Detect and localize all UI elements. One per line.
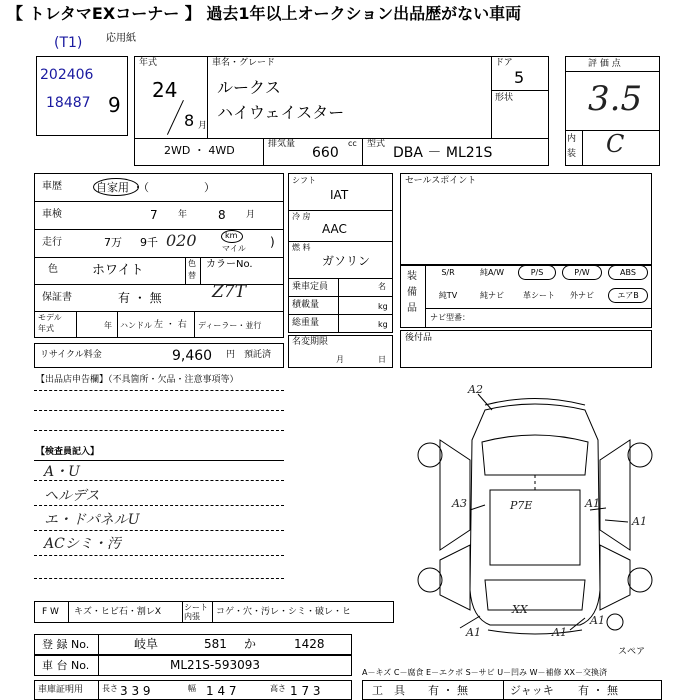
recycle-status: 預託済 xyxy=(244,350,272,360)
mark-p7e: P7E xyxy=(510,499,533,512)
month-unit: 月 xyxy=(198,121,208,131)
recycle-unit: 円 xyxy=(226,350,236,360)
fw-label: F W xyxy=(42,607,59,617)
car-name: ルークス xyxy=(217,78,281,97)
reg-kana: か xyxy=(244,637,257,651)
navi-model-label: ナビ型番： xyxy=(430,313,470,322)
shift-label: シフト xyxy=(292,176,316,185)
interior-grade: C xyxy=(606,130,625,158)
cert-height-label: 高さ xyxy=(270,684,286,693)
equip-abs: ABS xyxy=(608,265,648,280)
month-value: 8 xyxy=(184,111,195,130)
sheet-name: 応用紙 xyxy=(106,33,136,44)
inspector-label: 【検査員記入】 xyxy=(36,447,100,457)
cert-width: 1 4 7 xyxy=(206,684,237,698)
handle-label: ハンドル xyxy=(120,321,152,330)
load-unit: kg xyxy=(378,302,388,311)
shift-value: IAT xyxy=(330,188,349,202)
history-label: 車歴 xyxy=(42,181,62,192)
lot-date: 202406 xyxy=(40,67,94,83)
equip-tv: 純TV xyxy=(438,291,458,300)
sales-point-label: セールスポイント xyxy=(405,176,477,186)
shaken-year-unit: 年 xyxy=(178,210,188,220)
reg-number: 1428 xyxy=(294,637,325,651)
mark-a1-rear: A1 xyxy=(552,626,567,639)
capacity-unit: 名 xyxy=(378,282,386,291)
mark-a1-right-side: A1 xyxy=(632,515,647,528)
mileage-paren: ) xyxy=(270,235,275,249)
equip-pw: P/W xyxy=(562,265,602,280)
equip-label-3: 品 xyxy=(407,303,417,314)
weight-label: 総重量 xyxy=(292,318,320,328)
equip-label-1: 装 xyxy=(407,271,417,282)
mileage-label: 走行 xyxy=(42,237,62,248)
model-code: DBA － ML21S xyxy=(393,145,493,161)
after-parts-box xyxy=(400,330,652,368)
color-label: 色 xyxy=(48,264,58,275)
fuel-value: ガソリン xyxy=(322,254,371,268)
color-no-value: Z7T xyxy=(212,282,246,302)
damage-legend: A－キズ C－腐食 E－エクボ S－サビ U－凹み W－補修 XX－交換済 xyxy=(362,668,608,677)
garage-cert-label: 車庫証明用 xyxy=(38,685,84,695)
seat-label: シート 内張 xyxy=(184,603,208,621)
jack-label: ジャッキ xyxy=(510,684,554,697)
name-label: 車名・グレード xyxy=(212,58,276,68)
fuel-label: 燃 料 xyxy=(292,243,311,252)
mark-a1-right-door: A1 xyxy=(585,497,600,510)
equip-aw: 純A/W xyxy=(479,268,505,277)
door-count: 5 xyxy=(514,68,525,87)
mileage-hand: 020 xyxy=(166,231,197,250)
color-change-label-1: 色 xyxy=(188,259,196,268)
drive-type: 2WD ・ 4WD xyxy=(164,144,235,157)
tools-label: 工 具 xyxy=(372,684,405,697)
jack-value: 有 ・ 無 xyxy=(578,684,618,697)
warranty-label: 保証書 xyxy=(42,292,72,303)
year-value: 24 xyxy=(152,78,178,102)
equip-navi: 純ナビ xyxy=(480,291,504,300)
handle-value: 左 ・ 右 xyxy=(154,320,187,330)
capacity-label: 乗車定員 xyxy=(292,282,329,292)
inspector-note-2: ヘルデス xyxy=(44,488,100,504)
named-change-month: 月 xyxy=(336,355,344,364)
mileage-mile: マイル xyxy=(222,244,246,253)
cert-height: 1 7 3 xyxy=(290,684,321,698)
reg-class: 581 xyxy=(204,637,227,651)
seat-text: コゲ・穴・汚レ・シミ・破レ・ヒ xyxy=(216,607,352,617)
lot-number: 18487 xyxy=(46,95,91,111)
weight-unit: kg xyxy=(378,320,388,329)
chassis-label: 車 台 No. xyxy=(42,659,90,672)
banner-title: 【 トレタマEXコーナー 】 過去1年以上オークション出品歴がない車両 xyxy=(7,4,522,23)
mileage-man: 7万 xyxy=(104,236,122,249)
cert-width-label: 幅 xyxy=(188,684,196,693)
mark-a2: A2 xyxy=(468,383,483,396)
model-year-label-2: 年式 xyxy=(38,324,54,333)
tools-value: 有 ・ 無 xyxy=(428,684,468,697)
recycle-label: リサイクル料金 xyxy=(40,350,102,360)
cert-length-label: 長さ xyxy=(102,684,118,693)
shaken-month-unit: 月 xyxy=(246,210,256,220)
ac-value: AAC xyxy=(322,222,347,236)
grade-label: 評 価 点 xyxy=(588,59,621,69)
displacement-value: 660 xyxy=(312,145,339,161)
model-year-label-1: モデル xyxy=(38,313,62,322)
named-change-day: 日 xyxy=(378,355,386,364)
model-year-unit: 年 xyxy=(104,321,112,330)
color-no-label: カラーNo. xyxy=(206,259,253,270)
shaken-label: 車検 xyxy=(42,209,62,220)
mileage-km: km xyxy=(225,231,238,240)
grade-value: 3.5 xyxy=(588,79,643,119)
mark-a1-left-rear: A1 xyxy=(466,626,481,639)
history-value: 自家用 ・（ ） xyxy=(96,181,215,194)
model-label: 型式 xyxy=(367,139,386,149)
cc-unit: cc xyxy=(348,139,357,148)
sheet-code: (T1) xyxy=(54,35,83,51)
equip-airbag: エアB xyxy=(608,288,648,303)
equip-ext-navi: 外ナビ xyxy=(570,291,594,300)
spare-label: スペア xyxy=(618,647,646,657)
fw-text: キズ・ヒビ石・割レX xyxy=(74,607,161,617)
recycle-value: 9,460 xyxy=(172,348,213,364)
shaken-month: 8 xyxy=(218,208,226,222)
named-change-label: 名変期限 xyxy=(292,337,329,347)
warranty-value: 有 ・ 無 xyxy=(118,291,162,305)
lot-suffix: 9 xyxy=(108,93,121,117)
after-parts-label: 後付品 xyxy=(405,333,433,343)
interior-label-2: 装 xyxy=(567,149,577,159)
year-label: 年式 xyxy=(139,58,158,68)
equip-sr: S/R xyxy=(441,268,455,277)
chassis-number: ML21S-593093 xyxy=(170,658,261,672)
cert-length: 3 3 9 xyxy=(120,684,151,698)
inspector-note-3: エ・ドパネルU xyxy=(44,512,140,528)
ac-label: 冷 房 xyxy=(292,212,311,221)
reg-label: 登 録 No. xyxy=(42,638,90,651)
load-label: 積載量 xyxy=(292,300,320,310)
dealer-label: ディーラー・並行 xyxy=(198,321,262,330)
shape-label: 形状 xyxy=(495,93,514,103)
interior-label-1: 内 xyxy=(567,134,577,144)
inspector-note-4: ACシミ・汚 xyxy=(44,536,121,552)
door-label: ドア xyxy=(495,58,513,68)
color-change-label-2: 替 xyxy=(188,271,196,280)
mileage-sen: 9千 xyxy=(140,236,158,249)
sales-point-box xyxy=(400,173,652,265)
reg-area: 岐阜 xyxy=(134,637,159,651)
details-table xyxy=(34,173,284,338)
mark-a3: A3 xyxy=(452,497,467,510)
car-body-diagram xyxy=(400,380,670,645)
displacement-label: 排気量 xyxy=(268,139,296,149)
mark-xx: XX xyxy=(512,603,528,616)
shaken-year: 7 xyxy=(150,208,158,222)
mark-a1-bumper: A1 xyxy=(590,614,605,627)
car-grade: ハイウェイスター xyxy=(217,103,345,122)
seller-notes-label: 【出品店申告欄】（不具箇所・欠品・注意事項等） xyxy=(36,375,239,385)
equip-leather: 革シート xyxy=(523,291,555,300)
equip-label-2: 備 xyxy=(407,287,417,298)
equip-ps: P/S xyxy=(518,265,556,280)
inspector-note-1: A・U xyxy=(44,464,80,480)
color-value: ホワイト xyxy=(92,263,144,278)
